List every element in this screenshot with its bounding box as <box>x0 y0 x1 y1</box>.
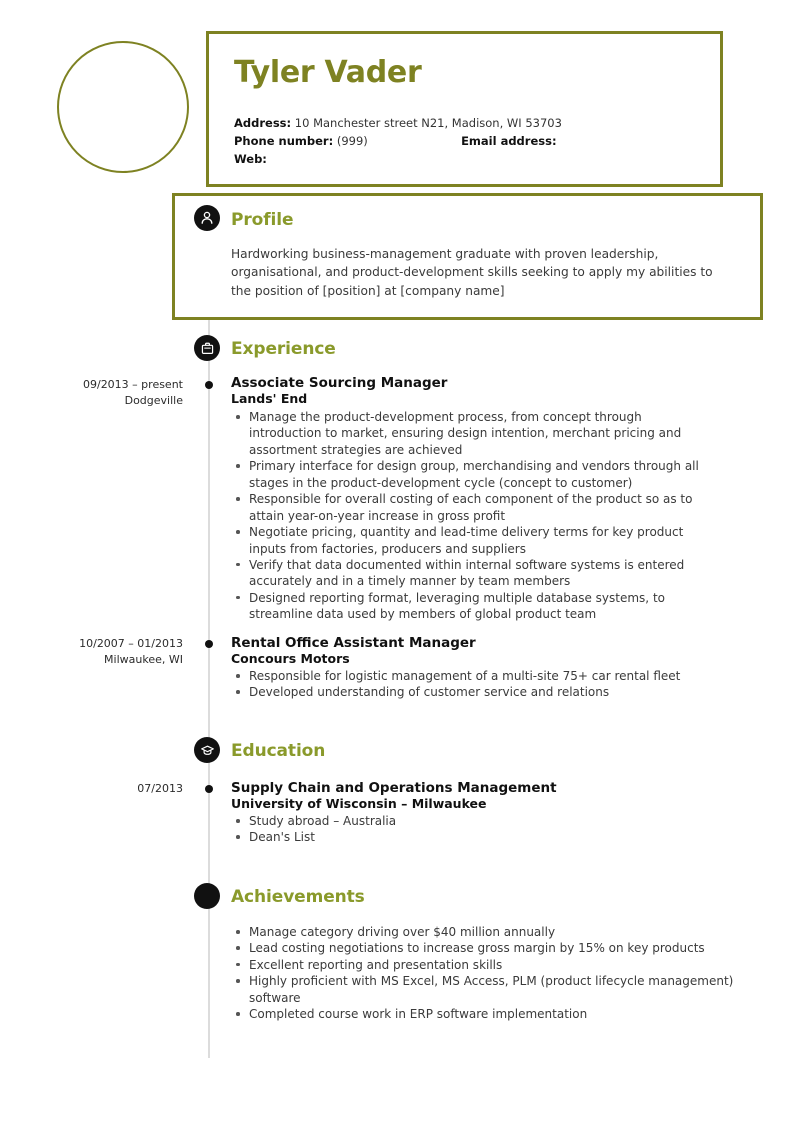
entry-company: Lands' End <box>231 391 308 407</box>
contact-row-address <box>234 115 720 133</box>
contact-row-phone-email <box>234 133 720 151</box>
experience-bullets-1 <box>234 668 716 701</box>
address-label: Address: <box>234 116 292 130</box>
phone-label: Phone number: <box>234 133 334 148</box>
filled-circle-icon <box>194 883 220 909</box>
phone-value: (999) <box>336 133 368 148</box>
entry-date-range: 10/2007 – 01/2013 <box>79 637 183 650</box>
list-item: Study abroad – Australia <box>234 813 716 829</box>
header-box <box>206 31 723 187</box>
timeline-dot <box>205 785 213 793</box>
graduation-cap-icon <box>194 737 220 763</box>
contact-block <box>234 115 720 168</box>
experience-entry-title-0 <box>231 375 447 407</box>
list-item: Verify that data documented within internal software systems is entered accurately and in a timely manner by team members <box>234 557 716 590</box>
list-item: Developed understanding of customer service and relations <box>234 684 716 700</box>
list-item: Dean's List <box>234 829 716 845</box>
education-bullets-0 <box>234 813 716 846</box>
experience-entry-date-1 <box>63 636 183 668</box>
list-item: Primary interface for design group, merchandising and vendors through all stages in the product-development cycle (concept to customer) <box>234 458 716 491</box>
entry-location: Milwaukee, WI <box>104 652 183 666</box>
education-entry-date-0 <box>63 781 183 797</box>
profile-text: Hardworking business-management graduate with proven leadership, organisational, and product-development skills seeking to apply my abilities to the position of [position] at [company name] <box>231 247 713 298</box>
list-item: Excellent reporting and presentation skills <box>234 957 734 973</box>
list-item: Completed course work in ERP software implementation <box>234 1006 734 1022</box>
page-title: Tyler Vader <box>234 55 422 90</box>
achievements-bullets <box>234 924 734 1023</box>
briefcase-icon <box>194 335 220 361</box>
list-item: Manage category driving over $40 million annually <box>234 924 734 940</box>
list-item: Responsible for logistic management of a multi-site 75+ car rental fleet <box>234 668 716 684</box>
avatar <box>57 41 189 173</box>
entry-job-title: Associate Sourcing Manager <box>231 375 448 391</box>
entry-location: Dodgeville <box>124 393 183 407</box>
web-label: Web: <box>234 151 267 166</box>
list-item: Responsible for overall costing of each component of the product so as to attain year-on-year increase in gross profit <box>234 491 716 524</box>
entry-date-range: 07/2013 <box>137 782 183 795</box>
education-entry-title-0 <box>231 780 557 812</box>
list-item: Highly proficient with MS Excel, MS Access, PLM (product lifecycle management) software <box>234 973 734 1006</box>
section-title-experience: Experience <box>231 339 336 359</box>
list-item: Negotiate pricing, quantity and lead-time delivery terms for key product inputs from factories, producers and suppliers <box>234 524 716 557</box>
entry-school: University of Wisconsin – Milwaukee <box>231 796 487 812</box>
section-title-education: Education <box>231 741 326 761</box>
experience-entry-title-1 <box>231 635 476 667</box>
list-item: Manage the product-development process, from concept through introduction to market, ensuring design intention, merchant pricing and assortment strategies are achieved <box>234 409 716 458</box>
entry-company: Concours Motors <box>231 651 350 667</box>
experience-entry-date-0 <box>63 377 183 409</box>
person-icon <box>194 205 220 231</box>
entry-date-range: 09/2013 – present <box>82 378 183 391</box>
section-title-achievements: Achievements <box>231 887 365 907</box>
address-value: 10 Manchester street N21, Madison, WI 53703 <box>294 116 562 130</box>
experience-bullets-0 <box>234 409 716 623</box>
contact-row-web <box>234 151 720 169</box>
entry-job-title: Rental Office Assistant Manager <box>231 635 476 651</box>
entry-degree: Supply Chain and Operations Management <box>231 780 557 796</box>
list-item: Designed reporting format, leveraging multiple database systems, to streamline data used by members of global product team <box>234 590 716 623</box>
list-item: Lead costing negotiations to increase gross margin by 15% on key products <box>234 940 734 956</box>
section-title-profile: Profile <box>231 210 294 230</box>
timeline-dot <box>205 381 213 389</box>
timeline-dot <box>205 640 213 648</box>
email-label: Email address: <box>461 133 557 148</box>
